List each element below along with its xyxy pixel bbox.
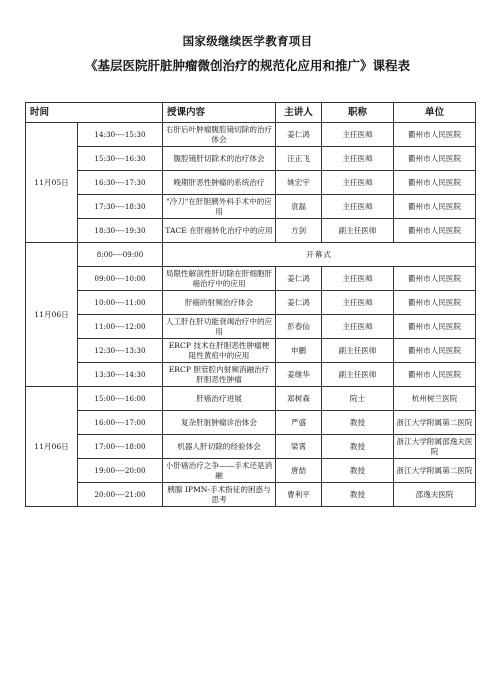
session-speaker: 方剑 xyxy=(276,219,322,243)
session-time: 11:00----12:00 xyxy=(78,315,163,339)
session-time: 15:30----16:30 xyxy=(78,147,163,171)
session-title: 主任医师 xyxy=(322,195,394,219)
session-unit: 衢州市人民医院 xyxy=(394,267,476,291)
session-time: 12:30----13:30 xyxy=(78,339,163,363)
session-speaker: 彭春仙 xyxy=(276,315,322,339)
session-topic: 机器人肝切除的经验体会 xyxy=(163,435,276,459)
table-row xyxy=(26,363,476,387)
session-speaker: 姜继华 xyxy=(276,363,322,387)
header-title: 职称 xyxy=(322,103,394,123)
session-time: 17:30----18:30 xyxy=(78,195,163,219)
session-speaker: 袁磊 xyxy=(276,195,322,219)
session-time: 20:00----21:00 xyxy=(78,483,163,507)
header-speaker: 主讲人 xyxy=(276,103,322,123)
table-row xyxy=(26,387,476,411)
session-time: 16:30----17:30 xyxy=(78,171,163,195)
session-title: 主任医师 xyxy=(322,291,394,315)
session-speaker: 姜仁鸿 xyxy=(276,267,322,291)
project-title: 国家级继续医学教育项目 xyxy=(182,34,313,48)
session-time: 14:30----15:30 xyxy=(78,123,163,147)
table-row xyxy=(26,267,476,291)
session-title: 教授 xyxy=(322,459,394,483)
session-unit: 浙江大学附属第二医院 xyxy=(394,411,476,435)
day-date: 11月06日 xyxy=(26,387,78,507)
session-unit: 邵逸夫医院 xyxy=(394,483,476,507)
table-row xyxy=(26,219,476,243)
session-topic: 胰腺 IPMN-手术指征的困惑与思考 xyxy=(163,483,276,507)
session-time: 8:00----09:00 xyxy=(78,243,163,267)
session-speaker: 唐喆 xyxy=(276,459,322,483)
session-title: 副主任医师 xyxy=(322,219,394,243)
table-row xyxy=(26,171,476,195)
session-topic: 小肝癌治疗之争——手术还是消融 xyxy=(163,459,276,483)
table-row xyxy=(26,483,476,507)
table-row xyxy=(26,459,476,483)
opening-ceremony: 开幕式 xyxy=(163,243,476,267)
session-topic: 右肝后叶肿瘤腹腔镜切除的治疗体会 xyxy=(163,123,276,147)
table-row xyxy=(26,315,476,339)
session-speaker: 姜仁鸿 xyxy=(276,291,322,315)
session-title: 教授 xyxy=(322,435,394,459)
session-title: 主任医师 xyxy=(322,123,394,147)
table-header-row xyxy=(26,103,476,123)
session-unit: 衢州市人民医院 xyxy=(394,147,476,171)
header-topic: 授课内容 xyxy=(163,103,276,123)
session-title: 副主任医师 xyxy=(322,339,394,363)
table-row xyxy=(26,411,476,435)
header-unit: 单位 xyxy=(394,103,476,123)
day-date: 11月05日 xyxy=(26,123,78,243)
session-time: 16:00----17:00 xyxy=(78,411,163,435)
session-unit: 衢州市人民医院 xyxy=(394,315,476,339)
session-speaker: 严盛 xyxy=(276,411,322,435)
table-row xyxy=(26,291,476,315)
session-unit: 杭州树兰医院 xyxy=(394,387,476,411)
session-time: 09:00----10:00 xyxy=(78,267,163,291)
session-title: 主任医师 xyxy=(322,147,394,171)
header-time: 时间 xyxy=(26,103,163,123)
day-date: 11月06日 xyxy=(26,243,78,387)
session-time: 17:00----18:00 xyxy=(78,435,163,459)
session-unit: 衢州市人民医院 xyxy=(394,339,476,363)
session-unit: 浙江大学附属邵逸夫医院 xyxy=(394,435,476,459)
course-title: 《基层医院肝脏肿瘤微创治疗的规范化应用和推广》课程表 xyxy=(84,58,410,73)
session-title: 副主任医师 xyxy=(322,363,394,387)
session-title: 主任医师 xyxy=(322,315,394,339)
session-time: 13:30----14:30 xyxy=(78,363,163,387)
table-row xyxy=(26,195,476,219)
session-title: 教授 xyxy=(322,411,394,435)
session-unit: 衢州市人民医院 xyxy=(394,291,476,315)
session-topic: ERCP 技术在肝胆恶性肿瘤梗阻性黄疸中的应用 xyxy=(163,339,276,363)
session-unit: 衢州市人民医院 xyxy=(394,363,476,387)
session-time: 18:30----19:30 xyxy=(78,219,163,243)
schedule-body xyxy=(26,123,476,507)
table-row xyxy=(26,435,476,459)
session-topic: 复杂肝脏肿瘤诊治体会 xyxy=(163,411,276,435)
session-speaker: 申鹏 xyxy=(276,339,322,363)
session-topic: 肝癌的射频治疗体会 xyxy=(163,291,276,315)
table-row xyxy=(26,339,476,363)
table-row xyxy=(26,123,476,147)
session-speaker: 汪正飞 xyxy=(276,147,322,171)
session-topic: ERCP 胆管腔内射频消融治疗肝胆恶性肿瘤 xyxy=(163,363,276,387)
session-time: 15:00----16:00 xyxy=(78,387,163,411)
session-speaker: 姜仁鸿 xyxy=(276,123,322,147)
session-title: 院士 xyxy=(322,387,394,411)
session-speaker: 曹利平 xyxy=(276,483,322,507)
session-unit: 衢州市人民医院 xyxy=(394,219,476,243)
table-row xyxy=(26,243,476,267)
session-unit: 衢州市人民医院 xyxy=(394,171,476,195)
session-topic: 人工肝在肝功能衰竭治疗中的应用 xyxy=(163,315,276,339)
schedule-table xyxy=(25,102,476,507)
session-topic: 腹腔镜肝切除术的治疗体会 xyxy=(163,147,276,171)
session-title: 主任医师 xyxy=(322,171,394,195)
session-unit: 衢州市人民医院 xyxy=(394,123,476,147)
session-time: 19:00----20:00 xyxy=(78,459,163,483)
session-topic: 肝癌治疗进展 xyxy=(163,387,276,411)
session-title: 主任医师 xyxy=(322,267,394,291)
session-topic: 局限性解剖性肝切除在肝细胞肝癌治疗中的应用 xyxy=(163,267,276,291)
session-unit: 浙江大学附属第二医院 xyxy=(394,459,476,483)
session-speaker: 郑树森 xyxy=(276,387,322,411)
session-time: 10:00----11:00 xyxy=(78,291,163,315)
session-speaker: 梁霄 xyxy=(276,435,322,459)
table-row xyxy=(26,147,476,171)
session-topic: TACE 在肝癌转化治疗中的应用 xyxy=(163,219,276,243)
session-speaker: 姚宏宇 xyxy=(276,171,322,195)
session-topic: 晚期肝恶性肿瘤的系统治疗 xyxy=(163,171,276,195)
session-unit: 衢州市人民医院 xyxy=(394,195,476,219)
session-title: 教授 xyxy=(322,483,394,507)
session-topic: "冷刀"在肝胆胰外科手术中的应用 xyxy=(163,195,276,219)
